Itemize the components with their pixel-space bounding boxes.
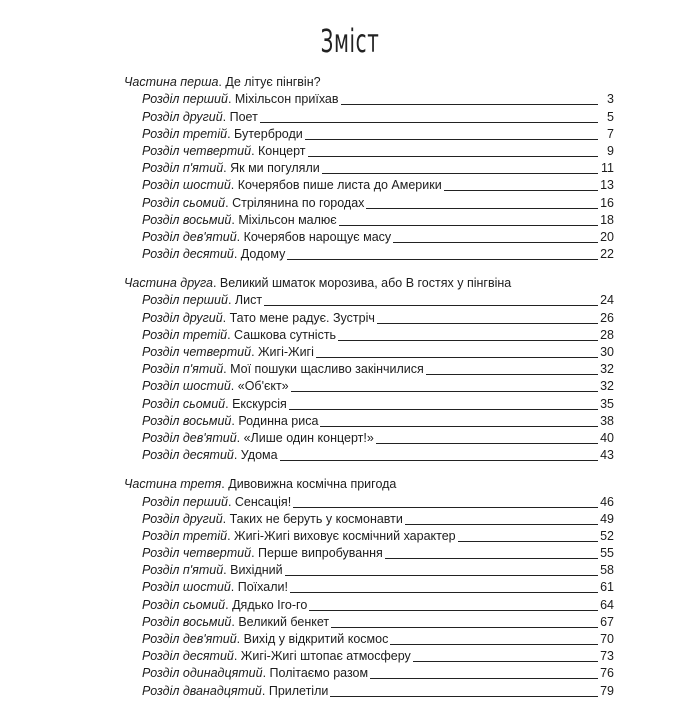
toc-entry[interactable] [124,177,614,194]
chapter-title: . Сашкова сутність [227,327,337,342]
toc-entry[interactable] [124,528,614,545]
chapter-label: Розділ третій [142,327,228,342]
chapter-title: . Міхільсон приїхав [227,92,339,107]
page-number: 79 [600,683,614,698]
toc-part [124,476,614,699]
toc-entry[interactable] [124,143,614,160]
leader-line [289,408,598,410]
leader-line [305,138,598,140]
page-number: 58 [600,563,614,578]
chapter-label: Розділ другий [142,511,223,526]
chapter-label: Розділ четвертий [142,143,252,158]
leader-line [264,304,598,306]
chapter-text [142,212,337,229]
toc-entry[interactable] [124,562,614,579]
chapter-title: . Жигі-Жигі [251,345,314,359]
leader-line [331,626,598,628]
chapter-title: . Мої пошуки щасливо закінчилися [223,362,424,377]
part-heading [124,476,614,493]
toc-entry[interactable] [124,579,614,596]
leader-line [280,459,598,461]
chapter-title: . Удома [233,448,278,463]
chapter-label: Розділ четвертий [142,345,252,359]
leader-line [322,172,598,174]
chapter-label: Розділ десятий [142,649,234,664]
toc-entry[interactable] [124,511,614,528]
part-title: . Дивовижна космічна пригода [221,477,397,492]
page-number: 13 [600,178,614,193]
chapter-text [142,430,374,447]
page-number: 5 [607,109,614,124]
chapter-title: . Політаємо разом [262,666,369,681]
page-number: 32 [600,379,614,394]
page-number: 30 [600,345,614,359]
chapter-label: Розділ другий [142,310,223,325]
chapter-text [142,344,314,361]
part-heading [124,275,614,292]
part-heading [124,74,614,91]
chapter-label: Розділ п'ятий [142,362,224,377]
toc-entry[interactable] [124,631,614,648]
chapter-text [142,447,278,464]
toc-entry[interactable] [124,194,614,211]
chapter-text [142,126,303,143]
page-number: 28 [600,327,614,342]
chapter-text [142,494,291,511]
chapter-title: . Родинна риса [231,413,319,428]
leader-line [339,224,598,226]
toc-entry[interactable] [124,430,614,447]
toc-entry[interactable] [124,246,614,263]
chapter-text [142,545,383,562]
page-number: 43 [600,448,614,463]
chapter-text [142,246,285,263]
page-number: 70 [600,632,614,646]
chapter-text [142,143,306,160]
chapter-title: . Дядько Іго-го [225,597,308,612]
chapter-title: . Вихід у відкритий космос [236,632,389,646]
chapter-label: Розділ перший [142,293,228,308]
chapter-text [142,648,411,665]
chapter-text [142,631,388,648]
leader-line [291,390,598,392]
toc-entry[interactable] [124,229,614,246]
page-number: 24 [600,293,614,308]
leader-line [413,660,598,662]
toc-entry[interactable] [124,361,614,378]
leader-line [290,591,598,593]
leader-line [287,258,598,260]
chapter-title: . Бутерброди [227,126,303,141]
toc-entry[interactable] [124,545,614,562]
leader-line [338,339,598,341]
leader-line [444,189,598,191]
chapter-text [142,665,368,682]
chapter-label: Розділ десятий [142,448,234,463]
chapter-title: . Лист [227,293,263,308]
chapter-title: . Прилетіли [261,683,329,698]
chapter-label: Розділ шостий [142,178,231,193]
chapter-title: . Кочерябов пише листа до Америки [230,178,442,193]
chapter-label: Розділ дев'ятий [142,430,237,445]
chapter-text [142,683,328,700]
toc-entry[interactable] [124,327,614,344]
chapter-text [142,597,307,614]
chapter-label: Розділ дев'ятий [142,229,237,244]
page-number: 32 [600,362,614,377]
toc-entry[interactable] [124,309,614,326]
toc-entry[interactable] [124,395,614,412]
chapter-title: . Жигі-Жигі виховує космічний характер [227,528,456,543]
page-number: 52 [600,528,614,543]
chapter-label: Розділ сьомий [142,597,226,612]
chapter-text [142,562,283,579]
page-number: 22 [600,247,614,262]
chapter-title: . Кочерябов нарощує масу [236,229,392,244]
chapter-title: . Жигі-Жигі штопає атмосферу [233,649,411,664]
toc-entry[interactable] [124,212,614,229]
chapter-label: Розділ десятий [142,247,234,262]
chapter-text [142,109,258,126]
leader-line [330,695,598,697]
chapter-label: Розділ шостий [142,379,231,394]
chapter-title: . Додому [233,247,286,262]
page-number: 35 [600,396,614,411]
page-number: 11 [601,161,614,176]
leader-line [366,207,598,209]
chapter-title: . Концерт [251,143,306,158]
leader-line [293,506,598,508]
chapter-text [142,177,442,194]
leader-line [260,121,598,123]
page-number: 3 [607,92,614,107]
leader-line [316,356,598,358]
page-number: 16 [600,195,614,210]
chapter-text [142,579,288,596]
chapter-title: . Вихідний [223,563,283,578]
leader-line [390,643,598,645]
page-number: 61 [600,580,614,595]
chapter-label: Розділ восьмий [142,212,232,227]
chapter-label: Розділ шостий [142,580,231,595]
toc-entry[interactable] [124,493,614,510]
chapter-title: . Перше випробування [251,546,383,561]
toc-entry[interactable] [124,292,614,309]
leader-line [393,241,598,243]
chapter-label: Розділ восьмий [142,614,232,629]
part-label: Частина третя [124,477,222,492]
leader-line [370,677,598,679]
chapter-text [142,361,424,378]
toc-entry[interactable] [124,596,614,613]
chapter-text [142,310,375,327]
chapter-text [142,91,339,108]
chapter-title: . Як ми погуляли [223,161,320,176]
toc-entry[interactable] [124,614,614,631]
page-number: 46 [600,494,614,509]
chapter-title: . Стрілянина по городах [225,195,365,210]
chapter-text [142,511,403,528]
chapter-label: Розділ перший [142,494,228,509]
toc-entry[interactable] [124,413,614,430]
chapter-text [142,327,336,344]
chapter-label: Розділ сьомий [142,396,226,411]
leader-line [376,442,598,444]
page-number: 7 [607,126,614,141]
chapter-label: Розділ перший [142,92,228,107]
chapter-label: Розділ одинадцятий [142,666,263,681]
leader-line [385,557,598,559]
toc-entry[interactable] [124,648,614,665]
chapter-label: Розділ третій [142,528,228,543]
chapter-title: . Міхільсон малює [231,212,337,227]
page-number: 38 [600,413,614,428]
chapter-title: . Таких не беруть у космонавти [222,511,403,526]
chapter-text [142,292,262,309]
chapter-text [142,160,320,177]
page-number: 18 [600,212,614,227]
page-title: Зміст [320,22,380,60]
chapter-text [142,229,391,246]
chapter-title: . Тато мене радує. Зустріч [222,310,375,325]
chapter-text [142,396,287,413]
toc-entry[interactable] [124,344,614,361]
toc-entry[interactable] [124,378,614,395]
table-of-contents [124,74,614,712]
toc-part [124,275,614,464]
leader-line [320,425,598,427]
page-number: 73 [600,649,614,664]
toc-entry[interactable] [124,682,614,699]
leader-line [285,574,598,576]
chapter-label: Розділ сьомий [142,195,226,210]
chapter-label: Розділ п'ятий [142,563,224,578]
page-number: 67 [600,614,614,629]
toc-entry[interactable] [124,126,614,143]
toc-entry[interactable] [124,665,614,682]
toc-part [124,74,614,263]
chapter-title: . Поет [222,109,258,124]
chapter-label: Розділ восьмий [142,413,232,428]
chapter-title: . Великий бенкет [231,614,330,629]
leader-line [458,540,598,542]
chapter-text [142,378,289,395]
leader-line [341,103,598,105]
part-title: . Де літує пінгвін? [218,75,321,89]
chapter-title: . Сенсація! [227,494,292,509]
chapter-title: . Екскурсія [225,396,287,411]
chapter-label: Розділ п'ятий [142,161,224,176]
chapter-label: Розділ дванадцятий [142,683,262,698]
page-number: 64 [600,597,614,612]
chapter-label: Розділ другий [142,109,223,124]
chapter-text [142,195,364,212]
part-title: . Великий шматок морозива, або В гостях у пінгвіна [212,276,512,291]
toc-entry[interactable] [124,108,614,125]
chapter-title: . Поїхали! [230,580,288,595]
page-number: 76 [600,666,614,681]
part-label: Частина перша [124,75,219,89]
chapter-text [142,528,456,545]
chapter-text [142,614,329,631]
leader-line [309,609,598,611]
page-number: 20 [600,229,614,244]
leader-line [377,322,598,324]
leader-line [426,373,598,375]
toc-entry[interactable] [124,91,614,108]
page-number: 26 [600,310,614,325]
part-label: Частина друга [124,276,213,291]
page-number: 55 [600,546,614,561]
page-number: 40 [600,430,614,445]
chapter-title: . «Лише один концерт!» [236,430,374,445]
chapter-text [142,413,318,430]
chapter-title: . «Об'єкт» [230,379,289,394]
toc-entry[interactable] [124,447,614,464]
leader-line [308,155,598,157]
page-number: 9 [607,143,614,158]
chapter-label: Розділ третій [142,126,228,141]
chapter-label: Розділ дев'ятий [142,632,237,646]
chapter-label: Розділ четвертий [142,546,252,561]
leader-line [405,523,598,525]
toc-entry[interactable] [124,160,614,177]
page-number: 49 [600,511,614,526]
